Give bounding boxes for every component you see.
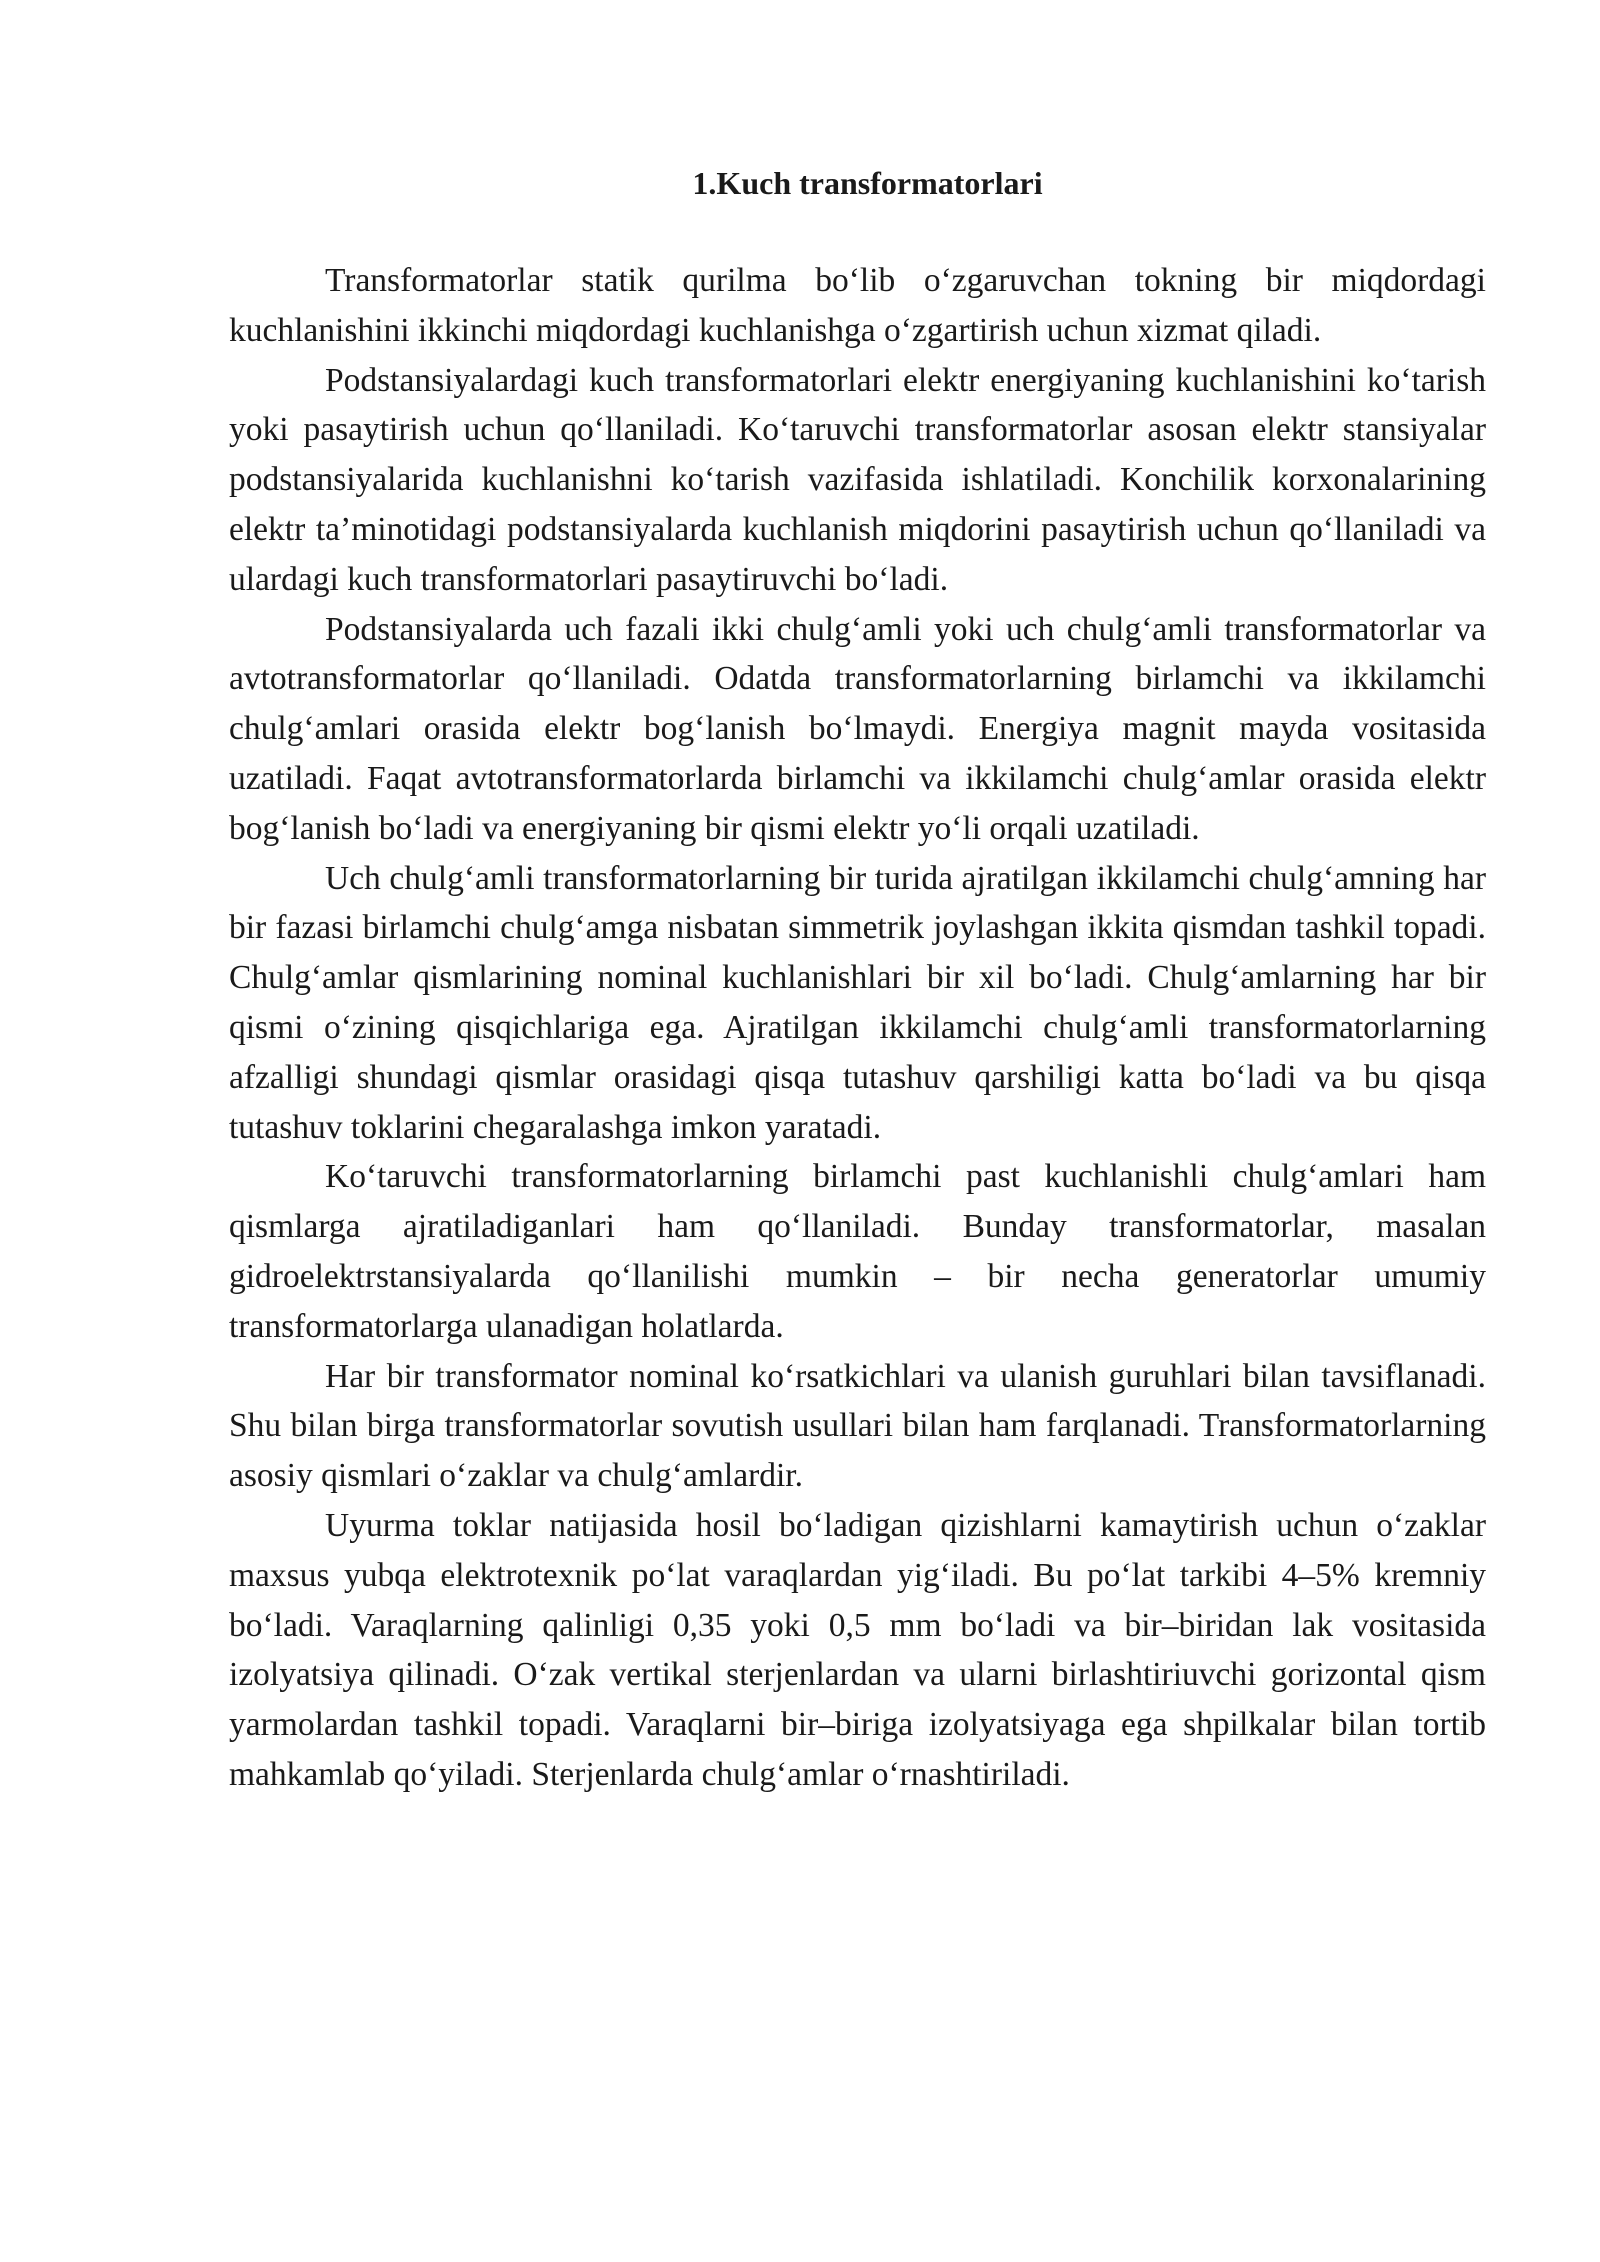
paragraph-3: Podstansiyalarda uch fazali ikki chulg‘amli yoki uch chulg‘amli transformatorlar va avtotransformatorlar qo‘llaniladi. Odatda transformatorlarning birlamchi va ikkilamchi chulg‘amlari orasida elektr bog‘lanish bo‘lmaydi. Energiya magnit mayda vositasida uzatiladi. Faqat avtotransformatorlarda birlamchi va ikkilamchi chulg‘amlar orasida elektr bog‘lanish bo‘ladi va energiyaning bir qismi elektr yo‘li orqali uzatiladi. — [229, 610, 1486, 847]
document-title: 1.Kuch transformatorlari — [692, 165, 1043, 201]
paragraph-2: Podstansiyalardagi kuch transformatorlari elektr energiyaning kuchlanishini ko‘tarish yoki pasaytirish uchun qo‘llaniladi. Ko‘taruvchi transformatorlar asosan elektr stansiyalar podstansiyalarida kuchlanishni ko‘tarish vazifasida ishlatiladi. Konchilik korxonalarining elektr ta’minotidagi podstansiyalarda kuchlanish miqdorini pasaytirish uchun qo‘llaniladi va ulardagi kuch transformatorlari pasaytiruvchi bo‘ladi. — [229, 361, 1486, 598]
paragraph-6: Har bir transformator nominal ko‘rsatkichlari va ulanish guruhlari bilan tavsiflanadi. Shu bilan birga transformatorlar sovutish usullari bilan ham farqlanadi. Transformatorlarning asosiy qismlari o‘zaklar va chulg‘amlardir. — [229, 1357, 1486, 1495]
paragraph-7: Uyurma toklar natijasida hosil bo‘ladigan qizishlarni kamaytirish uchun o‘zaklar maxsus yubqa elektrotexnik po‘lat varaqlardan yig‘iladi. Bu po‘lat tarkibi 4–5% kremniy bo‘ladi. Varaqlarning qalinligi 0,35 yoki 0,5 mm bo‘ladi va bir–biridan lak vositasida izolyatsiya qilinadi. O‘zak vertikal sterjenlardan va ularni birlashtiriuvchi gorizontal qism yarmolardan tashkil topadi. Varaqlarni bir–biriga izolyatsiyaga ega shpilkalar bilan tortib mahkamlab qo‘yiladi. Sterjenlarda chulg‘amlar o‘rnashtiriladi. — [229, 1506, 1486, 1793]
paragraph-4: Uch chulg‘amli transformatorlarning bir turida ajratilgan ikkilamchi chulg‘amning har bir fazasi birlamchi chulg‘amga nisbatan simmetrik joylashgan ikkita qismdan tashkil topadi. Chulg‘amlar qismlarining nominal kuchlanishlari bir xil bo‘ladi. Chulg‘amlarning har bir qismi o‘zining qisqichlariga ega. Ajratilgan ikkilamchi chulg‘amli transformatorlarning afzalligi shundagi qismlar orasidagi qisqa tutashuv qarshiligi katta bo‘ladi va bu qisqa tutashuv toklarini chegaralashga imkon yaratadi. — [229, 859, 1486, 1146]
paragraph-5: Ko‘taruvchi transformatorlarning birlamchi past kuchlanishli chulg‘amlari ham qismlarga ajratiladiganlari ham qo‘llaniladi. Bunday transformatorlar, masalan gidroelektrstansiyalarda qo‘llanilishi mumkin – bir necha generatorlar umumiy transformatorlarga ulanadigan holatlarda. — [229, 1158, 1486, 1345]
paragraph-1: Transformatorlar statik qurilma bo‘lib o‘zgaruvchan tokning bir miqdordagi kuchlanishini ikkinchi miqdordagi kuchlanishga o‘zgartirish uchun xizmat qiladi. — [229, 262, 1486, 349]
document-page — [229, 160, 1486, 1800]
